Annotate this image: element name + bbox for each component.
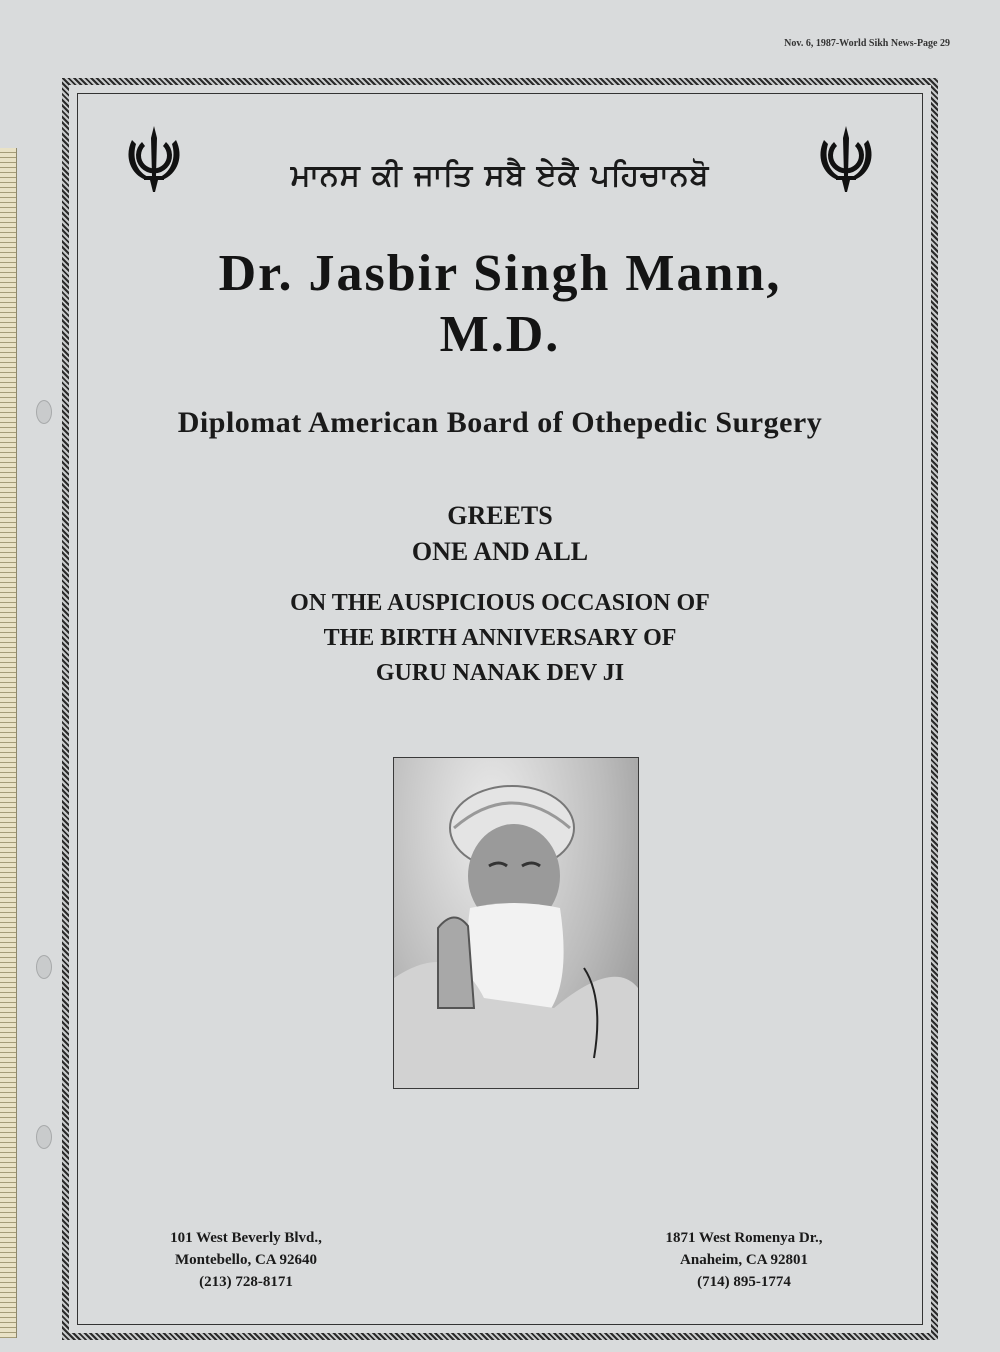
greeting-line: GREETS bbox=[447, 501, 553, 530]
address-anaheim bbox=[634, 1228, 854, 1293]
greeting-line: ONE AND ALL bbox=[411, 537, 589, 567]
address-city: Anaheim, CA 92801 bbox=[680, 1251, 808, 1268]
binder-hole bbox=[36, 955, 52, 979]
binder-hole bbox=[36, 1125, 52, 1149]
guru-portrait bbox=[393, 757, 639, 1089]
gurmukhi-verse: ਮਾਨਸ ਕੀ ਜਾਤਿ ਸਬੈ ਏਕੈ ਪਹਿਚਾਨਬੋ bbox=[290, 158, 710, 193]
page-ruler bbox=[0, 148, 17, 1338]
address-street: 1871 West Romenya Dr., bbox=[665, 1230, 823, 1246]
address-street: 101 West Beverly Blvd., bbox=[170, 1230, 322, 1246]
doctor-name-line: Dr. Jasbir Singh Mann, bbox=[218, 245, 782, 302]
occasion-line: THE BIRTH ANNIVERSARY OF bbox=[323, 624, 677, 651]
greeting bbox=[78, 498, 922, 571]
address-phone: (714) 895-1774 bbox=[697, 1273, 791, 1290]
binder-hole bbox=[36, 400, 52, 424]
doctor-name bbox=[78, 244, 922, 366]
address-phone: (213) 728-8171 bbox=[199, 1273, 293, 1290]
newspaper-header: Nov. 6, 1987-World Sikh News-Page 29 bbox=[784, 38, 950, 49]
address-city: Montebello, CA 92640 bbox=[174, 1251, 318, 1268]
advertisement-body bbox=[77, 93, 923, 1325]
credential-line: Diplomat American Board of Othepedic Surgery bbox=[177, 406, 823, 439]
occasion-text bbox=[78, 586, 922, 690]
advertisement-frame bbox=[62, 78, 938, 1340]
occasion-line: GURU NANAK DEV JI bbox=[375, 659, 625, 686]
doctor-degree: M.D. bbox=[439, 305, 561, 363]
occasion-line: ON THE AUSPICIOUS OCCASION OF bbox=[290, 590, 710, 616]
address-montebello bbox=[136, 1228, 356, 1293]
